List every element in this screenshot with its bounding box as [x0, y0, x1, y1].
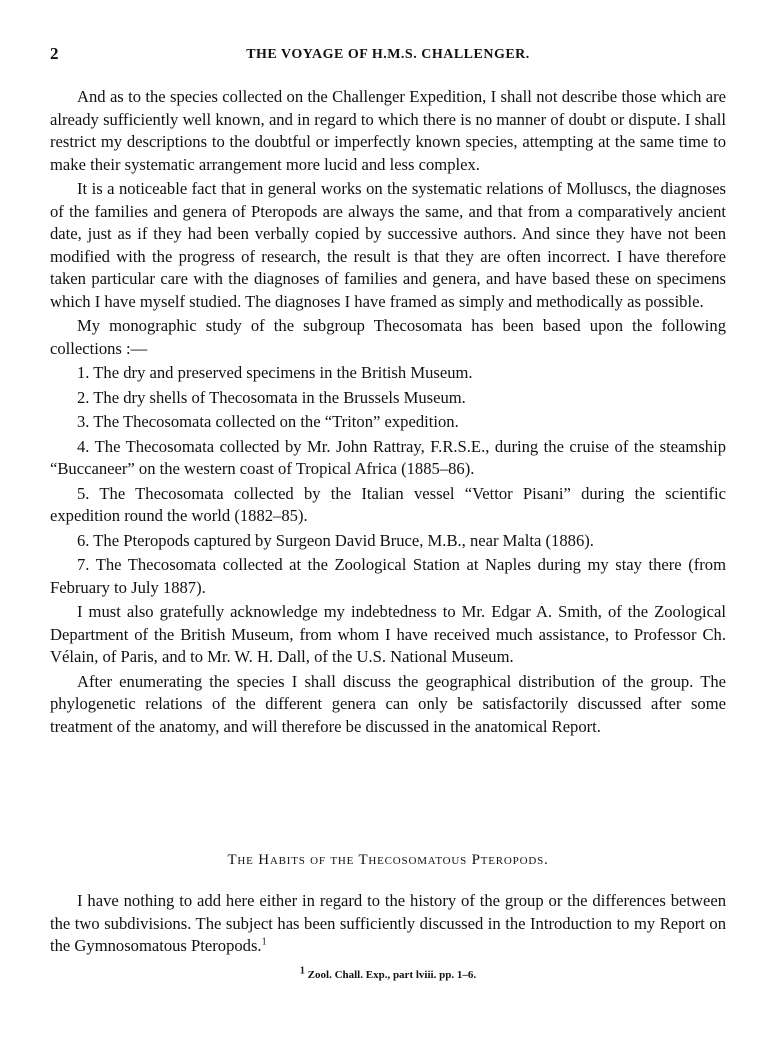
paragraph-collections-intro: My monographic study of the subgroup Thecosomata has been based upon the following collections :—	[50, 316, 726, 358]
paragraph-intro: And as to the species collected on the Challenger Expedition, I shall not describe those which are already sufficiently well known, and in regard to which there is no manner of doubt or dispute. I shall restrict my descriptions to the doubtful or imperfectly known species, attempting at the same time to make their systematic arrangement more lucid and less complex.	[50, 87, 726, 174]
footnote-marker: 1	[299, 965, 305, 977]
paragraph-acknowledgements: I must also gratefully acknowledge my indebtedness to Mr. Edgar A. Smith, of the Zoological Department of the British Museum, from whom I have received much assistance, to Professor Ch. Vélain, of Paris, and to Mr. W. H. Dall, of the U.S. National Museum.	[50, 602, 726, 666]
running-title: THE VOYAGE OF H.M.S. CHALLENGER.	[246, 47, 530, 62]
paragraph-diagnoses: It is a noticeable fact that in general works on the systematic relations of Molluscs, the diagnoses of the families and genera of Pteropods are always the same, and that from a comparatively ancient date, just as if they had been verbally copied by successive authors. And since they have not been modified with the progress of research, the result is that they are often incorrect. I have therefore taken particular care with the diagnoses of families and genera, and have based these on specimens which I have myself studied. The diagnoses I have framed as simply and methodically as possible.	[50, 179, 726, 311]
section-heading: The Habits of the Thecosomatous Pteropods.	[227, 852, 549, 868]
paragraph-distribution: After enumerating the species I shall discuss the geographical distribution of the group. The phylogenetic relations of the different genera can only be satisfactorily discussed after some treatment of the anatomy, and will therefore be discussed in the anatomical Report.	[50, 671, 726, 736]
paragraph-habits	[50, 890, 726, 958]
footnote-text: Zool. Chall. Exp., part lviii. pp. 1–6.	[307, 969, 477, 981]
list-item: 2. The dry shells of Thecosomata in the Brussels Museum.	[77, 387, 466, 407]
section-text	[50, 890, 726, 960]
list-item: 3. The Thecosomata collected on the “Triton” expedition.	[77, 412, 459, 431]
running-header	[50, 44, 726, 68]
list-item: 5. The Thecosomata collected by the Italian vessel “Vettor Pisani” during the scientific expedition round the world (1882–85).	[50, 483, 726, 525]
habits-text: I have nothing to add here either in regard to the history of the group or the differences between the two subdivisions. The subject has been sufficiently discussed in the Introduction to my Report on the Gymnosomatous Pteropods.	[50, 891, 726, 955]
page-number: 2	[50, 44, 59, 63]
list-item: 7. The Thecosomata collected at the Zoological Station at Naples during my stay there (from February to July 1887).	[50, 555, 726, 597]
footnote-reference: 1	[261, 936, 267, 948]
collections-list	[50, 362, 726, 599]
footnote	[50, 965, 726, 981]
list-item: 6. The Pteropods captured by Surgeon David Bruce, M.B., near Malta (1886).	[77, 530, 594, 550]
list-item: 1. The dry and preserved specimens in the British Museum.	[77, 363, 473, 382]
list-item: 4. The Thecosomata collected by Mr. John Rattray, F.R.S.E., during the cruise of the steamship “Buccaneer” on the western coast of Tropical Africa (1885–86).	[50, 436, 726, 478]
main-text	[50, 86, 726, 740]
